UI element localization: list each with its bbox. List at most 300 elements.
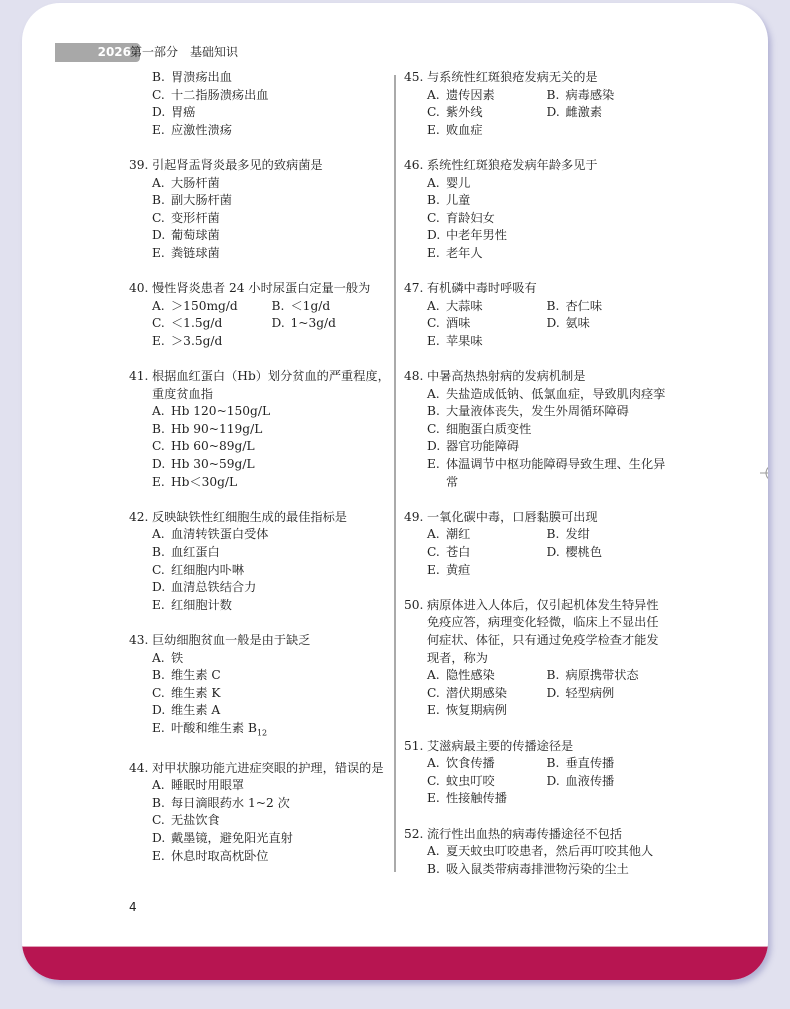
option-letter: B. bbox=[152, 70, 165, 84]
option-subscript: 12 bbox=[256, 728, 268, 738]
option-text-main: 中老年男性 bbox=[446, 228, 507, 243]
option-text bbox=[171, 562, 391, 580]
question-number: 47. bbox=[404, 281, 424, 296]
option-text bbox=[446, 702, 547, 720]
answer-option bbox=[152, 650, 391, 668]
answer-option bbox=[152, 579, 391, 597]
option-text-main: 红细胞内卟啉 bbox=[171, 562, 245, 577]
option-text bbox=[446, 104, 547, 122]
answer-option bbox=[152, 227, 391, 245]
option-text bbox=[171, 298, 272, 316]
answer-option bbox=[427, 227, 666, 245]
answer-option bbox=[427, 438, 666, 456]
option-text-main: 潮红 bbox=[446, 527, 471, 542]
answer-option bbox=[427, 210, 666, 228]
question-item bbox=[404, 280, 666, 350]
option-text-main: 红细胞计数 bbox=[171, 597, 232, 612]
answer-option bbox=[152, 562, 391, 580]
option-text-main: 老年人 bbox=[446, 245, 483, 260]
option-text bbox=[446, 562, 547, 580]
option-text bbox=[171, 848, 391, 866]
option-letter: E. bbox=[152, 474, 165, 489]
option-letter: C. bbox=[152, 562, 165, 577]
option-letter: E. bbox=[152, 597, 165, 612]
option-text-main: 每日滴眼药水 1~2 次 bbox=[171, 795, 290, 810]
option-text-main: ＜1g/d bbox=[290, 298, 331, 313]
question-item bbox=[404, 738, 666, 808]
option-text-main: 氨味 bbox=[565, 316, 590, 331]
option-text-main: 黄疸 bbox=[446, 562, 471, 577]
option-text-main: 粪链球菌 bbox=[171, 245, 220, 260]
options-list bbox=[404, 298, 666, 351]
option-letter: A. bbox=[152, 650, 165, 665]
option-letter: E. bbox=[427, 703, 440, 718]
option-text bbox=[446, 544, 547, 562]
answer-option bbox=[152, 812, 391, 830]
option-text bbox=[171, 69, 391, 87]
option-letter: D. bbox=[546, 685, 560, 700]
option-letter: A. bbox=[427, 298, 440, 313]
options-list bbox=[129, 403, 391, 491]
options-list bbox=[129, 777, 391, 865]
option-letter: C. bbox=[427, 545, 440, 560]
option-text bbox=[171, 192, 391, 210]
option-text-main: 病毒感染 bbox=[565, 87, 615, 102]
question-text: 艾滋病最主要的传播途径是 bbox=[427, 738, 574, 753]
option-letter: E. bbox=[427, 245, 440, 260]
question-item bbox=[404, 69, 666, 139]
question-stem bbox=[404, 280, 666, 298]
option-letter: C. bbox=[427, 316, 440, 331]
option-text bbox=[446, 122, 547, 140]
answer-option bbox=[547, 544, 667, 562]
answer-option bbox=[427, 702, 547, 720]
answer-option bbox=[152, 438, 391, 456]
option-letter: E. bbox=[152, 333, 165, 348]
option-text bbox=[171, 333, 272, 351]
option-text-main: ＞150mg/d bbox=[171, 298, 238, 313]
question-stem bbox=[404, 826, 666, 844]
option-letter: E. bbox=[152, 720, 165, 735]
answer-option bbox=[427, 315, 547, 333]
option-text-main: 吸入鼠类带病毒排泄物污染的尘土 bbox=[446, 861, 629, 876]
option-text-main: Hb 30~59g/L bbox=[171, 457, 255, 472]
option-text-main: 副大肠杆菌 bbox=[171, 193, 232, 208]
option-text bbox=[171, 104, 391, 122]
option-text bbox=[446, 227, 666, 245]
question-stem bbox=[129, 632, 391, 650]
option-text-main: Hb 120~150g/L bbox=[171, 404, 271, 419]
option-text-main: ＜1.5g/d bbox=[171, 316, 223, 331]
question-text: 有机磷中毒时呼吸有 bbox=[427, 281, 537, 296]
question-text: 病原体进入人体后，仅引起机体发生特异性免疫应答，病理变化轻微，临床上不显出任何症状、体征，只有通过免疫学检查才能发现者，称为 bbox=[427, 597, 659, 665]
option-text bbox=[171, 438, 391, 456]
footer-band bbox=[22, 946, 768, 980]
answer-option bbox=[427, 755, 547, 773]
option-text-main: 恢复期病例 bbox=[446, 703, 507, 718]
option-letter: B. bbox=[152, 421, 165, 436]
option-letter: C. bbox=[152, 813, 165, 828]
question-stem bbox=[129, 157, 391, 175]
option-text bbox=[446, 421, 666, 439]
question-stem bbox=[404, 368, 666, 386]
answer-option bbox=[152, 544, 391, 562]
option-text bbox=[171, 175, 391, 193]
answer-option bbox=[427, 298, 547, 316]
option-letter: E. bbox=[427, 333, 440, 348]
question-number: 41. bbox=[129, 369, 149, 384]
option-text-main: 血液传播 bbox=[565, 773, 615, 788]
question-text: 与系统性红斑狼疮发病无关的是 bbox=[427, 70, 598, 84]
question-number: 39. bbox=[129, 157, 149, 172]
option-letter: D. bbox=[546, 545, 560, 560]
option-text-main: 育龄妇女 bbox=[446, 210, 495, 225]
answer-option bbox=[427, 685, 547, 703]
answer-option bbox=[547, 685, 667, 703]
answer-option bbox=[152, 667, 391, 685]
answer-option bbox=[427, 421, 666, 439]
option-letter: E. bbox=[427, 457, 440, 472]
answer-option bbox=[547, 526, 667, 544]
option-letter: D. bbox=[271, 316, 285, 331]
answer-option bbox=[152, 403, 391, 421]
option-letter: D. bbox=[427, 439, 441, 454]
question-number: 43. bbox=[129, 633, 149, 647]
option-text-main: 十二指肠溃疡出血 bbox=[171, 87, 269, 102]
option-letter: B. bbox=[427, 193, 440, 208]
option-text bbox=[171, 122, 391, 140]
option-letter: C. bbox=[152, 210, 165, 225]
answer-option bbox=[152, 298, 272, 316]
option-letter: D. bbox=[152, 580, 166, 595]
option-letter: E. bbox=[152, 848, 165, 863]
answer-option bbox=[152, 720, 391, 742]
option-text-main: 睡眠时用眼罩 bbox=[171, 778, 245, 793]
question-number: 52. bbox=[404, 826, 424, 841]
options-list bbox=[404, 755, 666, 808]
option-text bbox=[171, 87, 391, 105]
option-text bbox=[171, 579, 391, 597]
answer-option bbox=[427, 104, 547, 122]
question-number: 49. bbox=[404, 509, 424, 524]
question-text: 慢性肾炎患者 24 小时尿蛋白定量一般为 bbox=[152, 281, 371, 296]
option-text-main: 潜伏期感染 bbox=[446, 685, 507, 700]
option-text-main: 细胞蛋白质变性 bbox=[446, 421, 532, 436]
answer-option bbox=[427, 245, 666, 263]
option-text-main: 杏仁味 bbox=[565, 298, 603, 313]
option-text bbox=[171, 315, 272, 333]
answer-option bbox=[427, 192, 666, 210]
option-letter: B. bbox=[546, 668, 560, 683]
option-text-main: 胃溃疡出血 bbox=[171, 70, 232, 84]
option-text-main: 饮食传播 bbox=[446, 756, 495, 771]
option-text-main: 无盐饮食 bbox=[171, 813, 220, 828]
answer-option bbox=[547, 667, 667, 685]
question-stem bbox=[404, 597, 666, 667]
option-text-main: 紫外线 bbox=[446, 105, 483, 120]
option-text bbox=[446, 175, 666, 193]
option-text bbox=[566, 667, 667, 685]
option-text-main: 夏天蚊虫叮咬患者，然后再叮咬其他人 bbox=[446, 844, 654, 859]
option-text bbox=[171, 421, 391, 439]
option-text bbox=[446, 386, 666, 404]
option-text bbox=[446, 245, 666, 263]
question-stem bbox=[129, 760, 391, 778]
option-letter: E. bbox=[427, 791, 440, 806]
option-text bbox=[446, 755, 547, 773]
answer-option bbox=[152, 474, 391, 492]
option-letter: D. bbox=[152, 457, 166, 472]
options-list bbox=[404, 843, 666, 878]
question-text: 根据血红蛋白（Hb）划分贫血的严重程度，重度贫血指 bbox=[152, 369, 390, 401]
option-text bbox=[566, 526, 667, 544]
option-text bbox=[171, 667, 391, 685]
option-text bbox=[566, 298, 667, 316]
option-text-main: 血红蛋白 bbox=[171, 545, 220, 560]
option-text bbox=[446, 87, 547, 105]
answer-option bbox=[152, 210, 391, 228]
option-text bbox=[171, 245, 391, 263]
option-text bbox=[566, 315, 667, 333]
question-stem bbox=[129, 280, 391, 298]
option-text bbox=[171, 795, 391, 813]
option-letter: D. bbox=[546, 773, 560, 788]
question-item bbox=[404, 157, 666, 263]
option-letter: B. bbox=[546, 756, 560, 771]
question-number: 45. bbox=[404, 70, 424, 84]
option-letter: B. bbox=[546, 527, 560, 542]
answer-option bbox=[272, 298, 392, 316]
answer-option bbox=[547, 773, 667, 791]
option-text bbox=[446, 526, 547, 544]
answer-option bbox=[547, 104, 667, 122]
option-letter: C. bbox=[427, 105, 440, 120]
question-number: 46. bbox=[404, 157, 424, 172]
option-text-main: 应激性溃疡 bbox=[171, 122, 232, 137]
option-text bbox=[171, 403, 391, 421]
option-text bbox=[446, 667, 547, 685]
options-list bbox=[129, 650, 391, 742]
question-continuation bbox=[129, 69, 391, 139]
answer-option bbox=[547, 298, 667, 316]
right-column bbox=[404, 69, 666, 896]
option-text bbox=[171, 526, 391, 544]
option-text-main: 变形杆菌 bbox=[171, 210, 220, 225]
option-letter: E. bbox=[427, 562, 440, 577]
option-text bbox=[566, 773, 667, 791]
option-letter: C. bbox=[427, 210, 440, 225]
book-page bbox=[22, 3, 768, 980]
option-letter: D. bbox=[152, 228, 166, 243]
page-number: 4 bbox=[129, 900, 137, 914]
answer-option bbox=[427, 456, 666, 491]
option-letter: C. bbox=[152, 439, 165, 454]
option-text bbox=[446, 843, 666, 861]
option-letter: B. bbox=[152, 795, 165, 810]
answer-option bbox=[152, 333, 272, 351]
answer-option bbox=[152, 104, 391, 122]
option-text-main: 大蒜味 bbox=[446, 298, 483, 313]
answer-option bbox=[427, 562, 547, 580]
question-text: 反映缺铁性红细胞生成的最佳指标是 bbox=[152, 509, 347, 524]
option-text bbox=[446, 333, 547, 351]
question-text: 流行性出血热的病毒传播途径不包括 bbox=[427, 826, 622, 841]
options-list bbox=[129, 175, 391, 263]
option-letter: A. bbox=[427, 756, 440, 771]
option-letter: A. bbox=[427, 844, 440, 859]
answer-option bbox=[152, 830, 391, 848]
option-letter: D. bbox=[546, 316, 560, 331]
answer-option bbox=[152, 526, 391, 544]
option-text-main: 轻型病例 bbox=[565, 685, 615, 700]
answer-option bbox=[272, 315, 392, 333]
option-text bbox=[171, 544, 391, 562]
question-item bbox=[129, 509, 391, 615]
question-stem bbox=[404, 157, 666, 175]
column-divider bbox=[394, 75, 396, 872]
question-item bbox=[129, 280, 391, 350]
answer-option bbox=[427, 544, 547, 562]
question-item bbox=[404, 826, 666, 879]
answer-option bbox=[547, 87, 667, 105]
question-text: 对甲状腺功能亢进症突眼的护理，错误的是 bbox=[152, 760, 384, 775]
question-number: 51. bbox=[404, 738, 424, 753]
option-text-main: 蚊虫叮咬 bbox=[446, 773, 495, 788]
option-letter: B. bbox=[427, 404, 440, 419]
answer-option bbox=[152, 777, 391, 795]
option-text bbox=[171, 702, 391, 720]
option-letter: C. bbox=[427, 421, 440, 436]
option-letter: E. bbox=[152, 122, 165, 137]
option-text-main: 败血症 bbox=[446, 122, 483, 137]
answer-option bbox=[152, 685, 391, 703]
answer-option bbox=[152, 69, 391, 87]
option-text-main: 遗传因素 bbox=[446, 87, 495, 102]
question-item bbox=[404, 509, 666, 579]
option-letter: D. bbox=[427, 228, 441, 243]
option-letter: E. bbox=[152, 245, 165, 260]
option-letter: A. bbox=[427, 668, 440, 683]
answer-option bbox=[152, 122, 391, 140]
option-text-main: 发绀 bbox=[565, 527, 590, 542]
option-text-main: 性接触传播 bbox=[446, 791, 507, 806]
option-letter: B. bbox=[152, 193, 165, 208]
option-letter: B. bbox=[152, 545, 165, 560]
option-letter: A. bbox=[152, 175, 165, 190]
option-text-main: 婴儿 bbox=[446, 175, 471, 190]
options-list bbox=[404, 175, 666, 263]
option-text bbox=[291, 298, 392, 316]
question-number: 40. bbox=[129, 281, 149, 296]
option-text-main: Hb＜30g/L bbox=[171, 474, 238, 489]
option-text-main: 血清总铁结合力 bbox=[171, 580, 257, 595]
answer-option bbox=[427, 87, 547, 105]
option-text-main: Hb 90~119g/L bbox=[171, 421, 263, 436]
option-letter: D. bbox=[546, 105, 560, 120]
option-letter: A. bbox=[152, 778, 165, 793]
answer-option bbox=[152, 421, 391, 439]
option-text-main: 休息时取高枕卧位 bbox=[171, 848, 269, 863]
option-letter: B. bbox=[271, 298, 285, 313]
option-letter: D. bbox=[152, 105, 166, 120]
question-number: 44. bbox=[129, 760, 149, 775]
option-text bbox=[171, 456, 391, 474]
question-stem bbox=[129, 509, 391, 527]
options-list bbox=[404, 87, 666, 140]
answer-option bbox=[427, 667, 547, 685]
option-text bbox=[446, 298, 547, 316]
answer-option bbox=[152, 848, 391, 866]
option-text-main: 维生素 A bbox=[171, 703, 221, 718]
option-text bbox=[171, 720, 391, 742]
options-list bbox=[129, 298, 391, 351]
option-letter: A. bbox=[427, 386, 440, 401]
question-number: 42. bbox=[129, 509, 149, 524]
question-item bbox=[404, 368, 666, 491]
question-item bbox=[404, 597, 666, 720]
question-stem bbox=[404, 509, 666, 527]
option-letter: B. bbox=[546, 298, 560, 313]
option-text-main: 维生素 K bbox=[171, 685, 221, 700]
option-text bbox=[446, 210, 666, 228]
answer-option bbox=[547, 315, 667, 333]
option-letter: A. bbox=[152, 298, 165, 313]
answer-option bbox=[152, 175, 391, 193]
option-text bbox=[171, 597, 391, 615]
option-letter: B. bbox=[427, 861, 440, 876]
option-text bbox=[566, 104, 667, 122]
answer-option bbox=[152, 702, 391, 720]
option-letter: D. bbox=[152, 703, 166, 718]
option-text bbox=[446, 790, 547, 808]
answer-option bbox=[427, 773, 547, 791]
option-text-main: 酒味 bbox=[446, 316, 471, 331]
option-text bbox=[171, 210, 391, 228]
option-text bbox=[566, 755, 667, 773]
option-text bbox=[446, 861, 666, 879]
options-list bbox=[404, 386, 666, 492]
option-letter: C. bbox=[427, 773, 440, 788]
option-letter: A. bbox=[427, 175, 440, 190]
question-item bbox=[129, 368, 391, 491]
option-text-main: 葡萄球菌 bbox=[171, 228, 220, 243]
option-letter: E. bbox=[427, 122, 440, 137]
option-letter: A. bbox=[152, 404, 165, 419]
answer-option bbox=[152, 87, 391, 105]
answer-option bbox=[427, 333, 547, 351]
option-text bbox=[566, 87, 667, 105]
section-title: 第一部分 基础知识 bbox=[130, 45, 239, 59]
option-text bbox=[171, 812, 391, 830]
answer-option bbox=[152, 597, 391, 615]
option-letter: C. bbox=[152, 685, 165, 700]
option-text bbox=[446, 403, 666, 421]
option-text bbox=[171, 474, 391, 492]
options-list bbox=[404, 667, 666, 720]
answer-option bbox=[427, 790, 547, 808]
answer-option bbox=[427, 526, 547, 544]
question-text: 巨幼细胞贫血一般是由于缺乏 bbox=[152, 633, 311, 647]
option-text bbox=[171, 777, 391, 795]
answer-option bbox=[152, 456, 391, 474]
question-item bbox=[129, 632, 391, 742]
answer-option bbox=[427, 175, 666, 193]
option-text-main: 体温调节中枢功能障碍导致生理、生化异常 bbox=[446, 457, 666, 489]
option-text bbox=[446, 456, 666, 491]
option-text-main: Hb 60~89g/L bbox=[171, 439, 255, 454]
option-text-main: 雌激素 bbox=[565, 105, 603, 120]
option-letter: D. bbox=[152, 830, 166, 845]
